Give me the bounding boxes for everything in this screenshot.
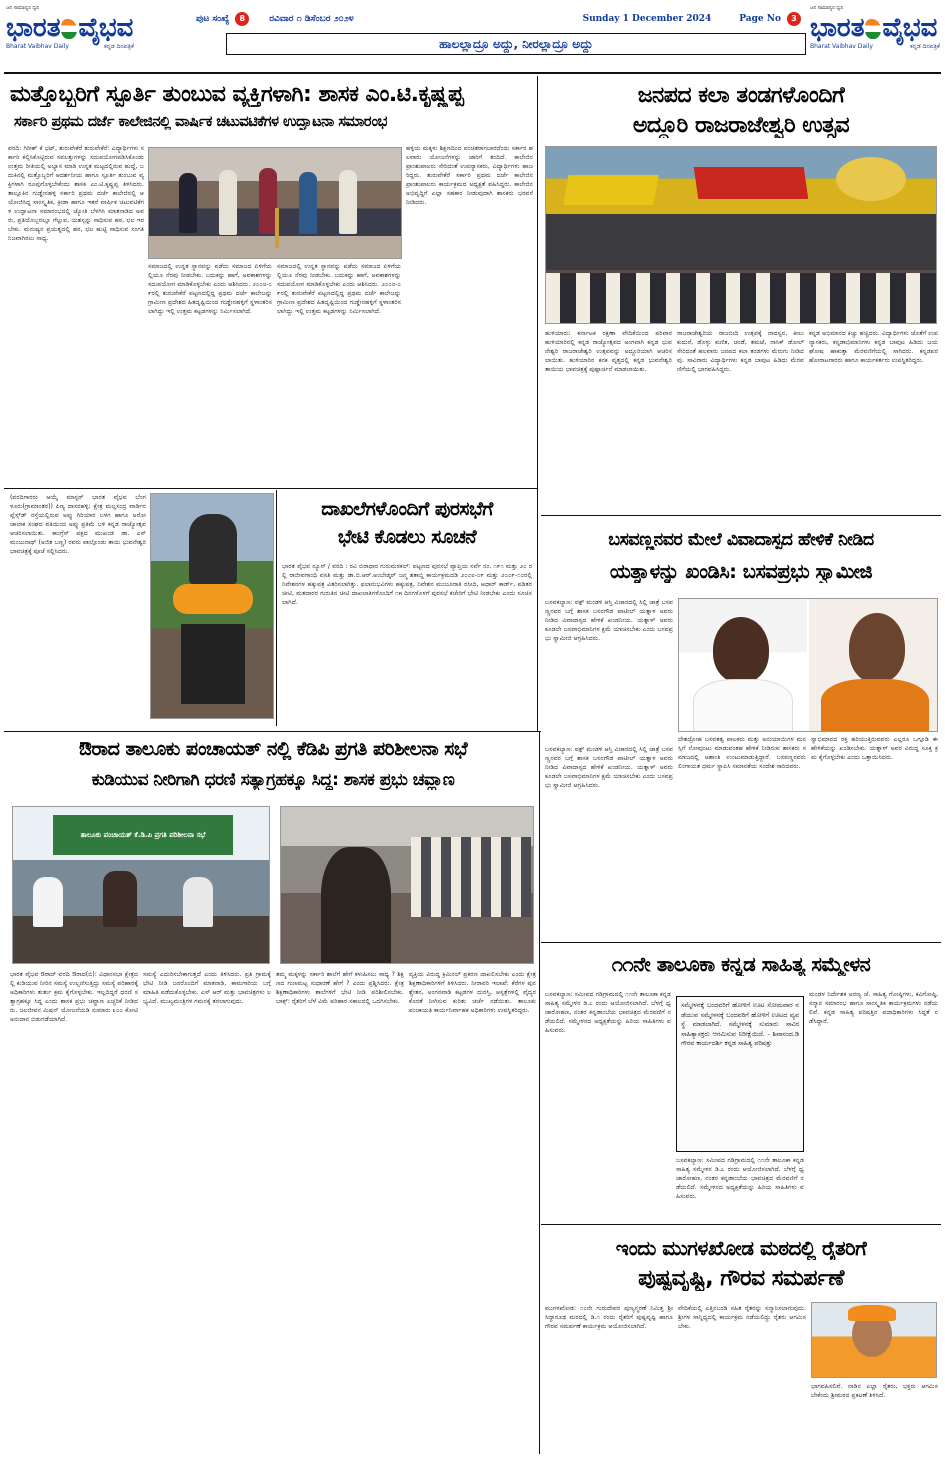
masthead-divider	[4, 72, 941, 74]
masthead-tagline: ಜನ ಸಾಮಾನ್ಯರ ಧ್ವನಿ	[810, 5, 844, 11]
masthead-logo-right	[810, 6, 940, 68]
column-divider	[537, 76, 538, 732]
lamp-stand	[275, 208, 279, 248]
crowd-shape	[546, 273, 936, 323]
a8-column-2: ವೇದಿಕೆಯಲ್ಲಿ ಎತ್ತಿನಬಂಡಿ ಸಹಿತ ರೈತರನ್ನು ಸನ್ಮಾನಿಸಲಾಗುವುದು. ಶ್ರೀಗಳ ಸಾನ್ನಿಧ್ಯದಲ್ಲಿ ಕಾರ್ಯಕ್ರಮ ನಡೆಯಲಿದ್ದು ರೈತರು ಆಗಮಿಸಬೇಕು.	[678, 1305, 806, 1330]
flag-shape	[694, 167, 808, 199]
person-shape	[339, 170, 357, 234]
headline-a1: ಮತ್ತೊಬ್ಬರಿಗೆ ಸ್ಪೂರ್ತಿ ತುಂಬುವ ವ್ಯಕ್ತಿಗಳಾಗಿ: ಶಾಸಕ ಎಂ.ಟಿ.ಕೃಷ್ಣಪ್ಪ	[10, 82, 464, 107]
a5-photo-swamiji	[809, 599, 938, 732]
a2-column-1: ಹುಳಿಯಾರು: ಕರ್ನಾಟಕ ರಕ್ಷಣಾ ವೇದಿಕೆಯಿಂದ ಪರಿವಾರ ಹುಳಿಯಾರಿನಲ್ಲಿ ಕನ್ನಡ ರಾಜ್ಯೋತ್ಸವದ ಅಂಗವಾಗಿ ಕನ್ನಡ ಭುವನೇಶ್ವರಿ ರಾಜರಾಜೇಶ್ವರಿ ಉತ್ಸವವನ್ನು ಅದ್ದೂರಿಯಾಗಿ ಆಚರಿಸಲಾಯಿತು. ಹುಳಿಯಾರಿನ ಕನಕ ವೃತ್ತದಲ್ಲಿ ಕನ್ನಡ ಭುವನೇಶ್ವರಿ ತಾಯಿಯ ಭಾವಚಿತ್ರಕ್ಕೆ ಪುಷ್ಪಾರ್ಚನೆ ಮಾಡಲಾಯಿತು.	[545, 330, 672, 373]
section-divider	[4, 488, 537, 489]
statue-shape	[189, 514, 237, 584]
a7-sidebar-box: ಸಮ್ಮೇಳನಕ್ಕೆ ಬಂದವರಿಗೆ ಹೋಳಿಗೆ ಊಟ ಸೋಮವಾರ ನಡೆಯುವ ಸಮ್ಮೇಳನಕ್ಕೆ ಬಂದವರಿಗೆ ಹೋಳಿಗೆ ಊಟದ ವ್ಯವಸ್ಥೆ ಮಾಡಲಾಗಿದೆ. ಸಮ್ಮೇಳನಕ್ಕೆ ಸುಮಾರು ಸಾವಿರ ಸಾಹಿತ್ಯಾಸಕ್ತರು ಆಗಮಿಸುವ ನಿರೀಕ್ಷೆಯಿದೆ. - ಶಿವಾನಂದ.ಡಿ ಗೌರವ ಕಾರ್ಯದರ್ಶಿ ಕನ್ನಡ ಸಾಹಿತ್ಯ ಪರಿಷತ್ತು	[676, 996, 804, 1152]
a5-photo-pair	[678, 598, 938, 732]
face-shape	[713, 617, 769, 683]
person-shape	[183, 877, 213, 927]
decoration-shape	[836, 157, 906, 201]
a5-column-1: ಬಸವಕಲ್ಯಾಣ: ವಕ್ಫ್ ಮಂಡಳಿ ಆಸ್ತಿ ವಿಚಾರದಲ್ಲಿ ಸಿಲ್ಲಿ ಜಾತ್ರೆ ಬಸವಣ್ಣನವರ ಬಗ್ಗೆ ಶಾಸಕ ಬಸನಗೌಡ ಪಾಟೀಲ್ ಯತ್ನಾಳ ಅವರು ನೀಡಿದ ವಿವಾದಾಸ್ಪದ ಹೇಳಿಕೆ ಖಂಡನೀಯ. ಯತ್ನಾಳ್ ಅವರು ಕೂಡಲೇ ಬಸವಾಭಿಮಾನಿಗಳ ಕ್ಷಮೆ ಯಾಚಿಸಬೇಕು ಎಂದು ಬಸವಪ್ರಭು ಸ್ವಾಮೀಜಿ ಆಗ್ರಹಿಸಿದರು.	[545, 599, 673, 642]
headline-a4: ದಾಖಲೆಗಳೊಂದಿಗೆ ಪುರಸಭೆಗೆ	[321, 498, 493, 520]
flag-shape	[563, 175, 658, 205]
title-part: ವೈಭವ	[78, 13, 134, 43]
masthead-sub: ಕನ್ನಡ ದಿನಪತ್ರಿಕೆ	[103, 43, 134, 50]
a6-photo-meeting-hall	[280, 806, 534, 964]
person-shape	[103, 871, 137, 927]
a2-column-3: ಕನ್ನಡ ಅಭಿಮಾನದ ಕಿಚ್ಚು ಹಚ್ಚಿದರು. ವಿದ್ಯಾರ್ಥಿಗಳು ಜೊತೆಗೆ ಉಪನ್ಯಾಸಕರು, ಕನ್ನಡಾಭಿಮಾನಿಗಳು ಕನ್ನಡ ಬಾವುಟ ಹಿಡಿದು ಜಯಘೋಷ ಹಾಕುತ್ತಾ ಮೆರವಣಿಗೆಯಲ್ಲಿ ಸಾಗಿದರು. ಕನ್ನಡಪರ ಹೋರಾಟಗಾರರು ಹಾಗೂ ಕಾರ್ಯಕರ್ತರು ಉಪಸ್ಥಿತರಿದ್ದರು.	[809, 330, 938, 364]
a5-photo-mla	[679, 599, 807, 732]
a8-column-1: ಮುಗಳಖೋಡ: ೧೦ನೇ ಗುರುದೇವರ ಪುಣ್ಯಸ್ಮರಣೆ ನಿಮಿತ್ತ ಶ್ರೀ ಸಿದ್ಧಾರೂಢ ಮಠದಲ್ಲಿ ಡಿ.೧ ರಂದು ರೈತರಿಗೆ ಪುಷ್ಪವೃಷ್ಟಿ ಹಾಗೂ ಗೌರವ ಸಮರ್ಪಣೆ ಕಾರ್ಯಕ್ರಮ ಆಯೋಜಿಸಲಾಗಿದೆ.	[545, 1305, 673, 1330]
a2-column-2: ರಾಜರಾಜೇಶ್ವರಿಯ ರಾಜಬೀದಿ ಉತ್ಸವಕ್ಕೆ ನಾದಸ್ವರ, ಕೀಲು ಕುದುರೆ, ಡೊಳ್ಳು ಕುಣಿತ, ಚಂಡೆ, ತಮಟೆ, ನಾಸಿಕ್ ಡೋಲ್ ಸೇರಿದಂತೆ ಹಲವಾರು ಜನಪದ ಕಲಾ ತಂಡಗಳು ಮೆರುಗು ನೀಡಿದವು. ಸಾವಿರಾರು ವಿದ್ಯಾರ್ಥಿಗಳು ಕನ್ನಡ ಬಾವುಟ ಹಿಡಿದು ಮೆರವಣಿಗೆಯಲ್ಲಿ ಭಾಗವಹಿಸಿದ್ದರು.	[677, 330, 804, 373]
a6-column-2: ಸಮಸ್ಯೆ ಎದುರಿಸಬೇಕಾಗುತ್ತದೆ ಎಂದು ತಿಳಿಸಿದರು. ಪ್ರತಿ ಗ್ರಾಮಕ್ಕೆ ಭೇಟಿ ನೀಡಿ ಜನರೊಂದಿಗೆ ಮಾತನಾಡಿ, ಕಾಮಗಾರಿಯ ಬಗ್ಗೆ ಮಾಹಿತಿ ಪಡೆದುಕೊಳ್ಳಬೇಕು. ಎಸ್ ಆರ್ ಮತ್ತು ಭಾವಚಿತ್ರಗಳು ಲಭ್ಯವಿದೆ. ಮುಖ್ಯಮಂತ್ರಿಗಳ ಗಮನಕ್ಕೆ ತರಲಾಗುವುದು.	[143, 971, 271, 1005]
masthead-tagline: ಜನ ಸಾಮಾನ್ಯರ ಧ್ವನಿ	[6, 5, 40, 11]
section-divider	[541, 1224, 941, 1225]
masthead-logo-left	[6, 6, 134, 68]
a1-column-1: ವರದಿ: ಗಿರೀಶ್ ಕೆ ಭಟ್, ತುರುವೇಕೆರೆ ತುರುವೇಕೆರೆ: ವಿದ್ಯಾರ್ಥಿಗಳು ಸರ್ಕಾರಿ ಕಲ್ಪಿಸಿಕೊಟ್ಟಿರುವ ಸವಲತ್ತುಗಳನ್ನು ಸದುಪಯೋಗಪಡಿಸಿಕೊಂಡು ಉತ್ತಮ ರೀತಿಯಲ್ಲಿ ಅಭ್ಯಾಸ ಮಾಡಿ ಉನ್ನತ ಮಟ್ಟದಲ್ಲಿರುವ ಹುದ್ದೆ, ಬದುಕಿನಲ್ಲಿ ಮತ್ತೊಬ್ಬರಿಗೆ ಆದರ್ಶನೀಯ ಹಾಗೂ ಸ್ಪೂರ್ತಿ ತುಂಬುವ ವ್ಯಕ್ತಿಗಳಾಗಿ ರೂಪುಗೊಳ್ಳಬೇಕೆಂದು ಶಾಸಕ ಎಂ.ಟಿ.ಕೃಷ್ಣಪ್ಪ ತಿಳಿಸಿದರು. ತಾಲ್ಲೂಕಿನ ಗುಡ್ಡೇನಹಳ್ಳಿ ಸರ್ಕಾರಿ ಪ್ರಥಮ ದರ್ಜೆ ಕಾಲೇಜಿನಲ್ಲಿ ಆಯೋಜಿಸಿದ್ದ ಸಾಂಸ್ಕೃತಿಕ, ಕ್ರೀಡಾ ಹಾಗೂ ಇತರೆ ವಾರ್ಷಿಕ ಚಟುವಟಿಕೆಗಳ ಉದ್ಘಾಟನಾ ಸಮಾರಂಭದಲ್ಲಿ ಜ್ಯೋತಿ ಬೆಳಗಿಸಿ ಮಾತನಾಡಿದ ಅವರು, ಪ್ರತಿಯೊಬ್ಬರಲ್ಲೂ ಗೆಲ್ಲುವ, ಯಶಸ್ಸನ್ನು ಸಾಧಿಸುವ ಹಠ, ಛಲ ಇರಬೇಕು. ಮನುಷ್ಯನ ಪ್ರಯತ್ನದಲ್ಲಿ ಹಠ, ಛಲ ಹುಟ್ಟಿ ಸಾಧಿಸುವ ಸಂಗತಿ ನಿಜವಾಗಿರಲು ಸಾಧ್ಯ.	[8, 145, 144, 242]
a6-photo-meeting-stage	[12, 806, 270, 964]
date-kn: ರವಿವಾರ ೧ ಡಿಸೆಂಬರ ೨೦೨೪	[269, 14, 354, 24]
a1-column-2b: ಸಮಾಜದಲ್ಲಿ ಉನ್ನತ ಸ್ಥಾನವನ್ನು ಪಡೆದು ಸಮಾಜದ ಏಳಿಗೆಯಲ್ಲಿಯೂ ನೆರವು ನೀಡಬೇಕು. ಬದುಕನ್ನು ಹಾಗೆ, ಅವಕಾಶಗಳನ್ನು ಸದುಪಯೋಗ ಮಾಡಿಕೊಳ್ಳಬೇಕು ಎಂದು ಆಶಿಸಿದರು. ೨೦೦೮-೦೯ರಲ್ಲಿ ತುರುವೇಕೆರೆ ಪಟ್ಟಣದಲ್ಲಿದ್ದ ಪ್ರಥಮ ದರ್ಜೆ ಕಾಲೇಜನ್ನು ಗ್ರಾಮೀಣ ಪ್ರದೇಶದ ಹಿತದೃಷ್ಟಿಯಿಂದ ಗುಡ್ಡೇನಹಳ್ಳಿಗೆ ಸ್ಥಳಾಂತರಿಸಲಾಗಿದ್ದು ಇಲ್ಲಿ ಉತ್ತಮ ಕಟ್ಟಡಗಳನ್ನು ನಿರ್ಮಿಸಲಾಗಿದೆ.	[277, 263, 401, 315]
column-divider	[539, 732, 540, 1454]
issue-info-bar	[140, 8, 805, 30]
a6-column-3: ತಮ್ಮ ಮಕ್ಕಳನ್ನು ಸರ್ಕಾರಿ ಶಾಲೆಗೆ ಹೇಗೆ ಕಳುಹಿಸಲು ಸಾಧ್ಯ ? ಶಿಕ್ಷಣದ ಗುಣಮಟ್ಟ ಸುಧಾರಣೆ ಹೇಗೆ ? ಎಂದು ಪ್ರಶ್ನಿಸಿದರು. ಕ್ಷೇತ್ರ ಶಿಕ್ಷಣಾಧಿಕಾರಿಗಳು ಶಾಲೆಗಳಿಗೆ ಭೇಟಿ ನೀಡಿ ಪರಿಶೀಲಿಸಬೇಕು. ಬಾಕ್ಸ್: ರೈತರಿಗೆ ಬೆಳೆ ವಿಮೆ ಪರಿಹಾರ ಸಕಾಲದಲ್ಲಿ ಒದಗಿಸಬೇಕು.	[276, 971, 404, 1005]
meeting-banner: ತಾಲೂಕು ಪಂಚಾಯತ್ ಕೆ.ಡಿ.ಪಿ ಪ್ರಗತಿ ಪರಿಶೀಲನಾ ಸಭೆ	[53, 815, 233, 855]
a7-column-2b: ಬಸವಕಲ್ಯಾಣ: ಸಮೀಪದ ಗಡಿಗ್ರಾಮದಲ್ಲಿ ೧೧ನೇ ತಾಲೂಕಾ ಕನ್ನಡ ಸಾಹಿತ್ಯ ಸಮ್ಮೇಳನ ಡಿ.೭ ರಂದು ಆಯೋಜಿಸಲಾಗಿದೆ. ಬೆಳಗ್ಗೆ ಧ್ವಜಾರೋಹಣ, ನಂತರ ಕನ್ನಡಾಂಬೆಯ ಭಾವಚಿತ್ರದ ಮೆರವಣಿಗೆ ನಡೆಯಲಿದೆ. ಸಮ್ಮೇಳನದ ಅಧ್ಯಕ್ಷತೆಯನ್ನು ಹಿರಿಯ ಸಾಹಿತಿಗಳು ವಹಿಸುವರು.	[676, 1157, 804, 1200]
headline-a5: ಬಸವಣ್ಣನವರ ಮೇಲೆ ವಿವಾದಾಸ್ಪದ ಹೇಳಿಕೆ ನೀಡಿದ	[608, 530, 874, 550]
person-shape	[299, 172, 317, 234]
headline-a8: ಇಂದು ಮುಗಳಖೋಡ ಮಠದಲ್ಲಿ ರೈತರಿಗೆ	[615, 1236, 867, 1260]
section-divider	[4, 731, 541, 732]
masthead-english: Bharat Vaibhav Daily	[810, 43, 873, 50]
section-divider	[541, 942, 941, 943]
a4-body: ಭಾರತ ವೈಭವ ನ್ಯೂಸ್ / ವರದಿ : ರವಿ ಬಿರಾಧಾರ ಗುರುಮಠಕಲ್: ಪಟ್ಟಣದ ಪುರಸಭೆ ವ್ಯಾಪ್ತಿಯ ಸರ್ವೆ ನಂ. ೧೯೧ ಮತ್ತು ೨೦ ರಲ್ಲಿ ರಾಜೀವಗಾಂಧಿ ವಸತಿ ಮತ್ತು ಡಾ.ಬಿ.ಆರ್.ಅಂಬೇಡ್ಕರ್ ಜನ್ಮ ಶತಾಬ್ದಿ ಕಾರ್ಯಕ್ರಮದಡಿ ೨೦೦೮-೦೯ ಮತ್ತು ೨೦೦೯-೧೦ರಲ್ಲಿ ನಿವೇಶನಗಳ ಹಕ್ಕುಪತ್ರ ವಿತರಿಸಲಾಗಿತ್ತು. ಫಲಾನುಭವಿಗಳು ಹಕ್ಕುಪತ್ರ, ನಿವೇಶನ ಮಂಜೂರಾತಿ ರಸೀದಿ, ಆಧಾರ್ ಕಾರ್ಡ್, ಪಡಿತರ ಚೀಟಿ, ಮತದಾರರ ಗುರುತಿನ ಚೀಟಿ ದಾಖಲಾತಿಗಳೊಂದಿಗೆ ೧೫ ದಿನಗಳೊಳಗೆ ಪುರಸಭೆ ಕಚೇರಿಗೆ ಭೇಟಿ ನೀಡಬೇಕು ಎಂದು ಸೂಚಿಸಲಾಗಿದೆ.	[282, 563, 532, 606]
a3-body: (ವರದಿಗಾರರು ಆಯ್ಕೆ ಮಾಸ್ಟರ್ ಭಾರತ ವೈಭವ ಬೆಂಗಳೂರು(ಗ್ರಾಮಾಂತರ)) ಪಿಣ್ಯ ದಾಸರಹಳ್ಳಿ: ಕ್ಷೇತ್ರ ಮಲ್ಲಸಂದ್ರ ವಾರ್ಡಿನ ಪ್ಲೆಸ್ಸ್‌ಡ್ ರಸ್ತೆಯಲ್ಲಿರುವ ಅಪ್ಪು ಗಿರಿಯಾರ ಬಳಗ ಹಾಗೂ ಅರೋ ಜಾಲಾಕ ಸಂಘದ ವತಿಯಿಂದ ಅಪ್ಪು ಪ್ರತಿಮೆ ಬಳಿ ಕನ್ನಡ ರಾಜ್ಯೋತ್ಸವ ಆಚರಿಸಲಾಯಿತು. ಕಾಂಗ್ರೆಸ್ ಪಕ್ಷದ ಮುಖಂಡ ಡಾ. ಎಸ್ ಮಂಜುನಾಥ್ (ಅಜಿತ ಬಣ್ಣ) ರವರು ಪಾಲ್ಗೊಂಡು ತಾಯಿ ಭುವನೇಶ್ವರಿ ಭಾವಚಿತ್ರಕ್ಕೆ ಪೂಜೆ ಸಲ್ಲಿಸಿದರು.	[10, 494, 146, 555]
a1-column-2: ಸಮಾಜದಲ್ಲಿ ಉನ್ನತ ಸ್ಥಾನವನ್ನು ಪಡೆದು ಸಮಾಜದ ಏಳಿಗೆಯಲ್ಲಿಯೂ ನೆರವು ನೀಡಬೇಕು. ಬದುಕನ್ನು ಹಾಗೆ, ಅವಕಾಶಗಳನ್ನು ಸದುಪಯೋಗ ಮಾಡಿಕೊಳ್ಳಬೇಕು ಎಂದು ಆಶಿಸಿದರು. ೨೦೦೮-೦೯ರಲ್ಲಿ ತುರುವೇಕೆರೆ ಪಟ್ಟಣದಲ್ಲಿದ್ದ ಪ್ರಥಮ ದರ್ಜೆ ಕಾಲೇಜನ್ನು ಗ್ರಾಮೀಣ ಪ್ರದೇಶದ ಹಿತದೃಷ್ಟಿಯಿಂದ ಗುಡ್ಡೇನಹಳ್ಳಿಗೆ ಸ್ಥಳಾಂತರಿಸಲಾಗಿದ್ದು ಇಲ್ಲಿ ಉತ್ತಮ ಕಟ್ಟಡಗಳನ್ನು ನಿರ್ಮಿಸಲಾಗಿದೆ.	[148, 263, 272, 315]
a8-column-3: ಭಾಗವಹಿಸಲಿವೆ. ನಾಡಿನ ಎಲ್ಲಾ ರೈತರು, ಭಕ್ತರು ಆಗಮಿಸಬೇಕೆಂದು ಶ್ರೀಮಠದ ಪ್ರಕಟಣೆ ತಿಳಿಸಿದೆ.	[811, 1383, 938, 1399]
person-shape	[33, 877, 63, 927]
a3-photo-statue	[150, 493, 274, 719]
column-divider	[276, 490, 277, 726]
subhead-a1: ಸರ್ಕಾರಿ ಪ್ರಥಮ ದರ್ಜೆ ಕಾಲೇಜಿನಲ್ಲಿ ವಾರ್ಷಿಕ ಚಟುವಟಿಕೆಗಳ ಉದ್ಘಾಟನಾ ಸಮಾರಂಭ	[14, 114, 387, 130]
a1-photo-lamp-lighting	[148, 147, 402, 259]
robe-shape	[821, 679, 929, 732]
headline-a2-line2: ಅದ್ದೂರಿ ರಾಜರಾಜೇಶ್ವರಿ ಉತ್ಸವ	[632, 113, 850, 138]
a5-column-1b: ಬಸವಕಲ್ಯಾಣ: ವಕ್ಫ್ ಮಂಡಳಿ ಆಸ್ತಿ ವಿಚಾರದಲ್ಲಿ ಸಿಲ್ಲಿ ಜಾತ್ರೆ ಬಸವಣ್ಣನವರ ಬಗ್ಗೆ ಶಾಸಕ ಬಸನಗೌಡ ಪಾಟೀಲ್ ಯತ್ನಾಳ ಅವರು ನೀಡಿದ ವಿವಾದಾಸ್ಪದ ಹೇಳಿಕೆ ಖಂಡನೀಯ. ಯತ್ನಾಳ್ ಅವರು ಕೂಡಲೇ ಬಸವಾಭಿಮಾನಿಗಳ ಕ್ಷಮೆ ಯಾಚಿಸಬೇಕು ಎಂದು ಬಸವಪ್ರಭು ಸ್ವಾಮೀಜಿ ಆಗ್ರಹಿಸಿದರು.	[545, 746, 673, 789]
headline-a4-line2: ಭೇಟಿ ಕೊಡಲು ಸೂಚನೆ	[337, 526, 477, 548]
a1-column-3: ಹಳ್ಳಿಯ ಮಕ್ಕಳು ಶಿಕ್ಷಣದಿಂದ ವಂಚಿತರಾಗಬಾರದೆಂದು ಸರ್ಕಾರ ಹಲವಾರು ಯೋಜನೆಗಳನ್ನು ಜಾರಿಗೆ ತಂದಿದೆ. ಕಾಲೇಜಿನ ಪ್ರಾಂಶುಪಾಲರು ಸೇರಿದಂತೆ ಉಪನ್ಯಾಸಕರು, ವಿದ್ಯಾರ್ಥಿಗಳು ಹಾಜರಿದ್ದರು. ತುರುವೇಕೆರೆ ಸರ್ಕಾರಿ ಪ್ರಥಮ ದರ್ಜೆ ಕಾಲೇಜಿನ ಪ್ರಾಂಶುಪಾಲರು ಕಾರ್ಯಕ್ರಮದ ಅಧ್ಯಕ್ಷತೆ ವಹಿಸಿದ್ದರು. ಕಾಲೇಜಿನ ಅಭಿವೃದ್ಧಿಗೆ ಎಲ್ಲಾ ಸಹಕಾರ ನೀಡುವುದಾಗಿ ಶಾಸಕರು ಭರವಸೆ ನೀಡಿದರು.	[406, 145, 533, 206]
pedestal-shape	[181, 624, 245, 704]
title-part: ವೈಭವ	[882, 13, 938, 43]
a5-column-2: ದೇಶದ್ರೋಹ ಬಸವತತ್ವ ಪಾಲಕರು ಮತ್ತು ಅನುಯಾಯಿಗಳ ಮನಸ್ಸಿಗೆ ನೋವುಂಟು ಮಾಡುವಂತಹ ಹೇಳಿಕೆ ನೀಡಿರುವ ಶಾಸಕರು ಸಮಾಜದಲ್ಲಿ ಅಶಾಂತಿ ಉಂಟುಮಾಡುತ್ತಿದ್ದಾರೆ. ಬಸವಣ್ಣನವರು ಲಿಂಗಾಯತ ಧರ್ಮ ಸ್ಥಾಪಿಸಿ ಸಮಾನತೆಯ ಸಂದೇಶ ಸಾರಿದವರು.	[678, 736, 806, 770]
flag-icon	[865, 19, 881, 39]
a5-column-3: ಸ್ವಾಭಿಮಾನದ ರಕ್ತ ಹರಿಯುತ್ತಿರುವವರು ಎಲ್ಲರೂ ಒಗ್ಗೂಡಿ ಈ ಹೇಳಿಕೆಯನ್ನು ಖಂಡಿಸಬೇಕು. ಯತ್ನಾಳ್ ಅವರ ವಿರುದ್ಧ ಸೂಕ್ತ ಕ್ರಮ ಕೈಗೊಳ್ಳಬೇಕು ಎಂದು ಒತ್ತಾಯಿಸಿದರು.	[811, 736, 938, 761]
masthead-title	[6, 15, 134, 41]
speaker-shape	[321, 847, 391, 964]
headline-a2: ಜನಪದ ಕಲಾ ತಂಡಗಳೊಂದಿಗೆ	[637, 83, 845, 108]
page-label-kn: ಪುಟ ಸಂಖ್ಯೆ	[196, 14, 230, 24]
face-shape	[849, 613, 905, 683]
shirt-shape	[693, 679, 793, 732]
masthead-sub: ಕನ್ನಡ ದಿನಪತ್ರಿಕೆ	[909, 43, 940, 50]
page-label-en: Page No	[739, 14, 781, 24]
masthead-title	[810, 15, 940, 41]
headline-a7: ೧೧ನೇ ತಾಲೂಕಾ ಕನ್ನಡ ಸಾಹಿತ್ಯ ಸಮ್ಮೇಳನ	[611, 952, 871, 976]
a7-column-3: ಮಂಡಳ ನಿರ್ದೇಶಕ ಅರಣ್ಯ ಜೆ. ಸಾಹಿತ್ಯ ಗೋಷ್ಠಿಗಳು, ಕವಿಗೋಷ್ಠಿ, ಸನ್ಮಾನ ಸಮಾರಂಭ ಹಾಗೂ ಸಾಂಸ್ಕೃತಿಕ ಕಾರ್ಯಕ್ರಮಗಳು ನಡೆಯಲಿವೆ. ಕನ್ನಡ ಸಾಹಿತ್ಯ ಪರಿಷತ್ತಿನ ಪದಾಧಿಕಾರಿಗಳು ಸಿದ್ಧತೆ ನಡೆಸಿದ್ದಾರೆ.	[809, 991, 938, 1025]
headline-a8-line2: ಪುಷ್ಪವೃಷ್ಟಿ, ಗೌರವ ಸಮರ್ಪಣೆ	[638, 1266, 844, 1291]
audience-shape	[411, 837, 531, 917]
title-part: ಭಾರತ	[6, 13, 61, 43]
page-number-en: 3	[787, 12, 801, 26]
page-number-kn: 8	[235, 12, 249, 26]
section-divider	[541, 515, 941, 516]
person-shape	[179, 173, 197, 233]
a6-column-4: ವ್ಯಕ್ತಿಯ ವಿರುದ್ಧ ಕ್ರಿಮಿನಲ್ ಪ್ರಕರಣ ದಾಖಲಿಸಬೇಕು ಎಂದು ಕ್ಷೇತ್ರ ಶಿಕ್ಷಣಾಧಿಕಾರಿಗಳಿಗೆ ತಿಳಿಸಿದರು. ನೀರಾವರಿ ಇಲಾಖೆ: ಕೆರೆಗಳ ಪುನಶ್ಚೇತನ, ಅಂಗನವಾಡಿ ಕಟ್ಟಡಗಳ ದುರಸ್ತಿ, ಆಸ್ಪತ್ರೆಗಳಲ್ಲಿ ವೈದ್ಯರ ಕೊರತೆ ನೀಗಿಸುವ ಕುರಿತು ಚರ್ಚೆ ನಡೆಯಿತು. ತಾಲೂಕು ಪಂಚಾಯತಿ ಕಾರ್ಯನಿರ್ವಾಹಕ ಅಧಿಕಾರಿಗಳು ಉಪಸ್ಥಿತರಿದ್ದರು.	[409, 971, 536, 1014]
person-shape	[219, 170, 237, 235]
a6-column-1: ಭಾರತ ವೈಭವ ಔರಾದ್ ವರದಿ ಔರಾದ(ಬಿ): ವಿಧಾನಸಭಾ ಕ್ಷೇತ್ರದಲ್ಲಿ ಕುಡಿಯುವ ನೀರಿನ ಸಮಸ್ಯೆ ಉಲ್ಬಣಿಸುತ್ತಿದ್ದು ಸಮಸ್ಯೆ ಪರಿಹಾರಕ್ಕೆ ಅಧಿಕಾರಿಗಳು ತುರ್ತು ಕ್ರಮ ಕೈಗೊಳ್ಳಬೇಕು. ಇಲ್ಲದಿದ್ದರೆ ಧರಣಿ ಸತ್ಯಾಗ್ರಹಕ್ಕೂ ಸಿದ್ಧ ಎಂದು ಶಾಸಕ ಪ್ರಭು ಚವ್ಹಾಣ ಎಚ್ಚರಿಕೆ ನೀಡಿದರು. ಜಲಜೀವನ ಮಿಷನ್ ಯೋಜನೆಯಡಿ ಸುಮಾರು ೩೦೦ ಕೋಟಿ ಅನುದಾನ ಬಿಡುಗಡೆಯಾಗಿದೆ.	[10, 971, 138, 1023]
date-en: Sunday 1 December 2024	[582, 14, 712, 24]
a8-photo-swamiji	[811, 1302, 937, 1378]
subhead-a6: ಕುಡಿಯುವ ನೀರಿಗಾಗಿ ಧರಣಿ ಸತ್ಯಾಗ್ರಹಕ್ಕೂ ಸಿದ್ಧ: ಶಾಸಕ ಪ್ರಭು ಚವ್ಹಾಣ	[91, 770, 455, 790]
title-part: ಭಾರತ	[810, 13, 865, 43]
slogan-banner: ಹಾಲಲ್ಲಾದ್ರೂ ಅದ್ದು, ನೀರಲ್ಲಾದ್ರೂ ಅದ್ದು	[226, 33, 806, 55]
garland-shape	[173, 584, 253, 614]
a7-column-1: ಬಸವಕಲ್ಯಾಣ: ಸಮೀಪದ ಗಡಿಗ್ರಾಮದಲ್ಲಿ ೧೧ನೇ ತಾಲೂಕಾ ಕನ್ನಡ ಸಾಹಿತ್ಯ ಸಮ್ಮೇಳನ ಡಿ.೭ ರಂದು ಆಯೋಜಿಸಲಾಗಿದೆ. ಬೆಳಗ್ಗೆ ಧ್ವಜಾರೋಹಣ, ನಂತರ ಕನ್ನಡಾಂಬೆಯ ಭಾವಚಿತ್ರದ ಮೆರವಣಿಗೆ ನಡೆಯಲಿದೆ. ಸಮ್ಮೇಳನದ ಅಧ್ಯಕ್ಷತೆಯನ್ನು ಹಿರಿಯ ಸಾಹಿತಿಗಳು ವಹಿಸುವರು.	[545, 991, 671, 1034]
a2-photo-procession	[545, 146, 937, 324]
headline-a5-line2: ಯತ್ನಾಳನ್ನು ಖಂಡಿಸಿ: ಬಸವಪ್ರಭು ಸ್ವಾಮೀಜಿ	[609, 560, 873, 583]
headline-a6: ಔರಾದ ತಾಲೂಕು ಪಂಚಾಯತ್ ನಲ್ಲಿ ಕೆಡಿಪಿ ಪ್ರಗತಿ ಪರಿಶೀಲನಾ ಸಭೆ	[78, 738, 468, 760]
masthead-english: Bharat Vaibhav Daily	[6, 43, 69, 50]
turban-shape	[848, 1305, 896, 1321]
flag-icon	[61, 19, 77, 39]
